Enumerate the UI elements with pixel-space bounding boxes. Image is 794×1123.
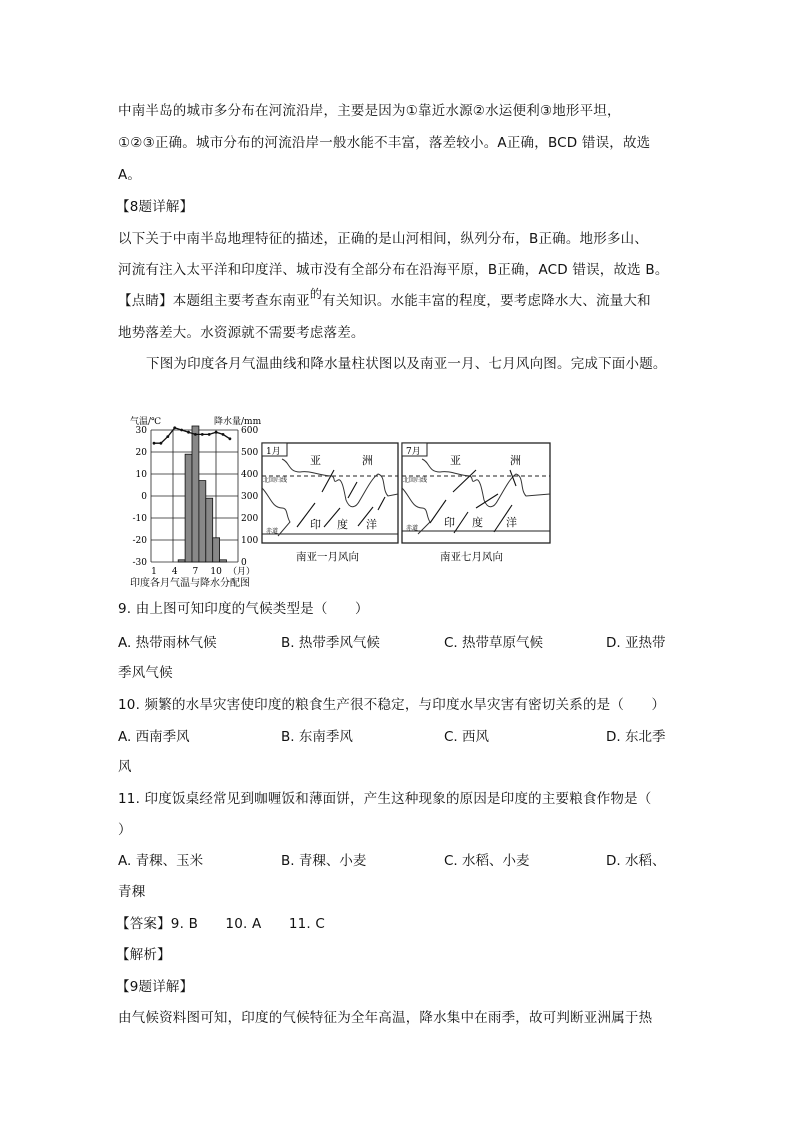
ocean-label: 度 [337, 518, 348, 531]
month-tick-label: 7 [192, 567, 199, 577]
temp-tick-label: 20 [135, 448, 147, 458]
temp-tick-label: 30 [135, 426, 147, 436]
month-tick-label: 10 [210, 567, 222, 577]
tropic-label: 北回归线 [403, 477, 428, 484]
q10-option-d[interactable]: D. 东北季 [606, 729, 666, 745]
section-heading: 【8题详解】 [116, 199, 194, 215]
precip-bar [213, 538, 220, 562]
text-line [118, 287, 651, 311]
intro-text: 下图为印度各月气温曲线和降水量柱状图以及南亚一月、七月风向图。完成下面小题。 [146, 356, 667, 372]
text-line: 由气候资料图可知，印度的气候特征为全年高温，降水集中在雨季，故可判断亚洲属于热 [118, 1010, 653, 1026]
temp-tick-label: -20 [132, 536, 147, 546]
section-heading: 【9题详解】 [116, 979, 194, 995]
asia-label: 洲 [510, 454, 521, 467]
tip-sup: 的 [309, 287, 323, 301]
tip-text: 有关知识。水能丰富的程度，要考虑降水大、流量大和 [322, 293, 651, 309]
temp-axis-label: 气温/℃ [130, 417, 162, 427]
q9-option-a[interactable]: A. 热带雨林气候 [118, 635, 217, 651]
answer: 【答案】9. B 10. A 11. C [116, 916, 326, 932]
temperature-point [229, 437, 232, 440]
q10-option-c[interactable]: C. 西风 [444, 729, 490, 745]
question-10-stem: 10. 频繁的水旱灾害使印度的粮食生产很不稳定，与印度水旱灾害有密切关系的是（ ） [118, 697, 666, 713]
equator-label: 赤道 [266, 528, 279, 535]
precip-bar [199, 481, 206, 562]
precip-bar [192, 426, 199, 562]
text-line: 以下关于中南半岛地理特征的描述，正确的是山河相间，纵列分布，B正确。地形多山、 [118, 231, 649, 247]
q9-option-c[interactable]: C. 热带草原气候 [444, 635, 544, 651]
precip-tick-label: 600 [241, 426, 259, 436]
temp-tick-label: 0 [141, 492, 147, 502]
asia-label: 洲 [362, 454, 373, 467]
asia-label: 亚 [310, 454, 321, 467]
climate-chart [130, 415, 262, 589]
analysis-heading: 【解析】 [116, 947, 171, 963]
question-9-stem: 9. 由上图可知印度的气候类型是（ ） [118, 601, 369, 617]
text-line: 河流有注入太平洋和印度洋、城市没有全部分布在沿海平原，B正确，ACD 错误，故选 B。 [118, 262, 669, 278]
q9-option-b[interactable]: B. 热带季风气候 [281, 635, 380, 651]
question-11-stem-end: ） [118, 822, 132, 838]
q9-option-d[interactable]: D. 亚热带 [606, 635, 666, 651]
precip-tick-label: 100 [241, 536, 259, 546]
q10-option-a[interactable]: A. 西南季风 [118, 729, 190, 745]
ocean-label: 印 [310, 518, 321, 531]
month-unit-label: （月） [228, 567, 256, 577]
q10-option-b[interactable]: B. 东南季风 [281, 729, 353, 745]
month-tick-label: 1 [151, 567, 157, 577]
temperature-point [153, 442, 156, 445]
temperature-point [201, 433, 204, 436]
precip-tick-label: 400 [241, 470, 259, 480]
q10-option-d-wrap: 风 [118, 759, 132, 775]
q11-option-a[interactable]: A. 青稞、玉米 [118, 853, 204, 869]
ocean-label: 洋 [506, 516, 517, 529]
temperature-point [187, 431, 190, 434]
asia-label: 亚 [450, 454, 461, 467]
temp-tick-label: -30 [132, 558, 147, 568]
question-11-stem: 11. 印度饭桌经常见到咖喱饭和薄面饼，产生这种现象的原因是印度的主要粮食作物是（ [118, 791, 652, 807]
temperature-point [180, 429, 183, 432]
precip-bar [185, 454, 192, 562]
q11-option-d[interactable]: D. 水稻、 [606, 853, 666, 869]
chart-caption: 印度各月气温与降水分配图 [130, 578, 250, 589]
map-caption: 南亚七月风向 [440, 551, 503, 563]
precip-tick-label: 500 [241, 448, 259, 458]
text-line: 中南半岛的城市多分布在河流沿岸，主要是因为①靠近水源②水运便利③地形平坦， [118, 103, 621, 119]
precip-tick-label: 0 [241, 558, 247, 568]
precip-bar [178, 560, 185, 562]
text-line: 地势落差大。水资源就不需要考虑落差。 [118, 325, 365, 341]
text-line: A。 [118, 167, 142, 183]
map-tag: 1月 [266, 447, 281, 457]
temp-tick-label: -10 [132, 514, 147, 524]
q11-option-c[interactable]: C. 水稻、小麦 [444, 853, 530, 869]
month-tick-label: 4 [171, 567, 178, 577]
temperature-point [160, 442, 163, 445]
ocean-label: 洋 [366, 518, 377, 531]
map-january [262, 443, 398, 563]
temperature-point [166, 435, 169, 438]
temperature-point [208, 433, 211, 436]
temperature-point [194, 433, 197, 436]
figure [110, 400, 560, 590]
temperature-point [215, 431, 218, 434]
precip-bar [206, 498, 213, 562]
precip-tick-label: 200 [241, 514, 259, 524]
q11-option-b[interactable]: B. 青稞、小麦 [281, 853, 367, 869]
tip-text: 【点睛】本题组主要考查东南亚 [118, 293, 310, 309]
ocean-label: 度 [472, 516, 483, 529]
temp-tick-label: 10 [135, 470, 147, 480]
tropic-label: 北回归线 [263, 477, 288, 484]
equator-label: 赤道 [406, 525, 419, 532]
precip-axis-label: 降水量/mm [214, 417, 262, 427]
map-caption: 南亚一月风向 [296, 551, 359, 563]
q11-option-d-wrap: 青稞 [118, 884, 146, 900]
ocean-label: 印 [444, 516, 455, 529]
map-july [402, 443, 550, 563]
text-line: ①②③正确。城市分布的河流沿岸一般水能不丰富，落差较小。A正确，BCD 错误，故选 [118, 135, 651, 151]
temperature-point [173, 426, 176, 429]
temperature-point [222, 433, 225, 436]
map-tag: 7月 [406, 447, 421, 457]
precip-tick-label: 300 [241, 492, 259, 502]
precip-bar [220, 560, 227, 562]
q9-option-d-wrap: 季风气候 [118, 665, 173, 681]
